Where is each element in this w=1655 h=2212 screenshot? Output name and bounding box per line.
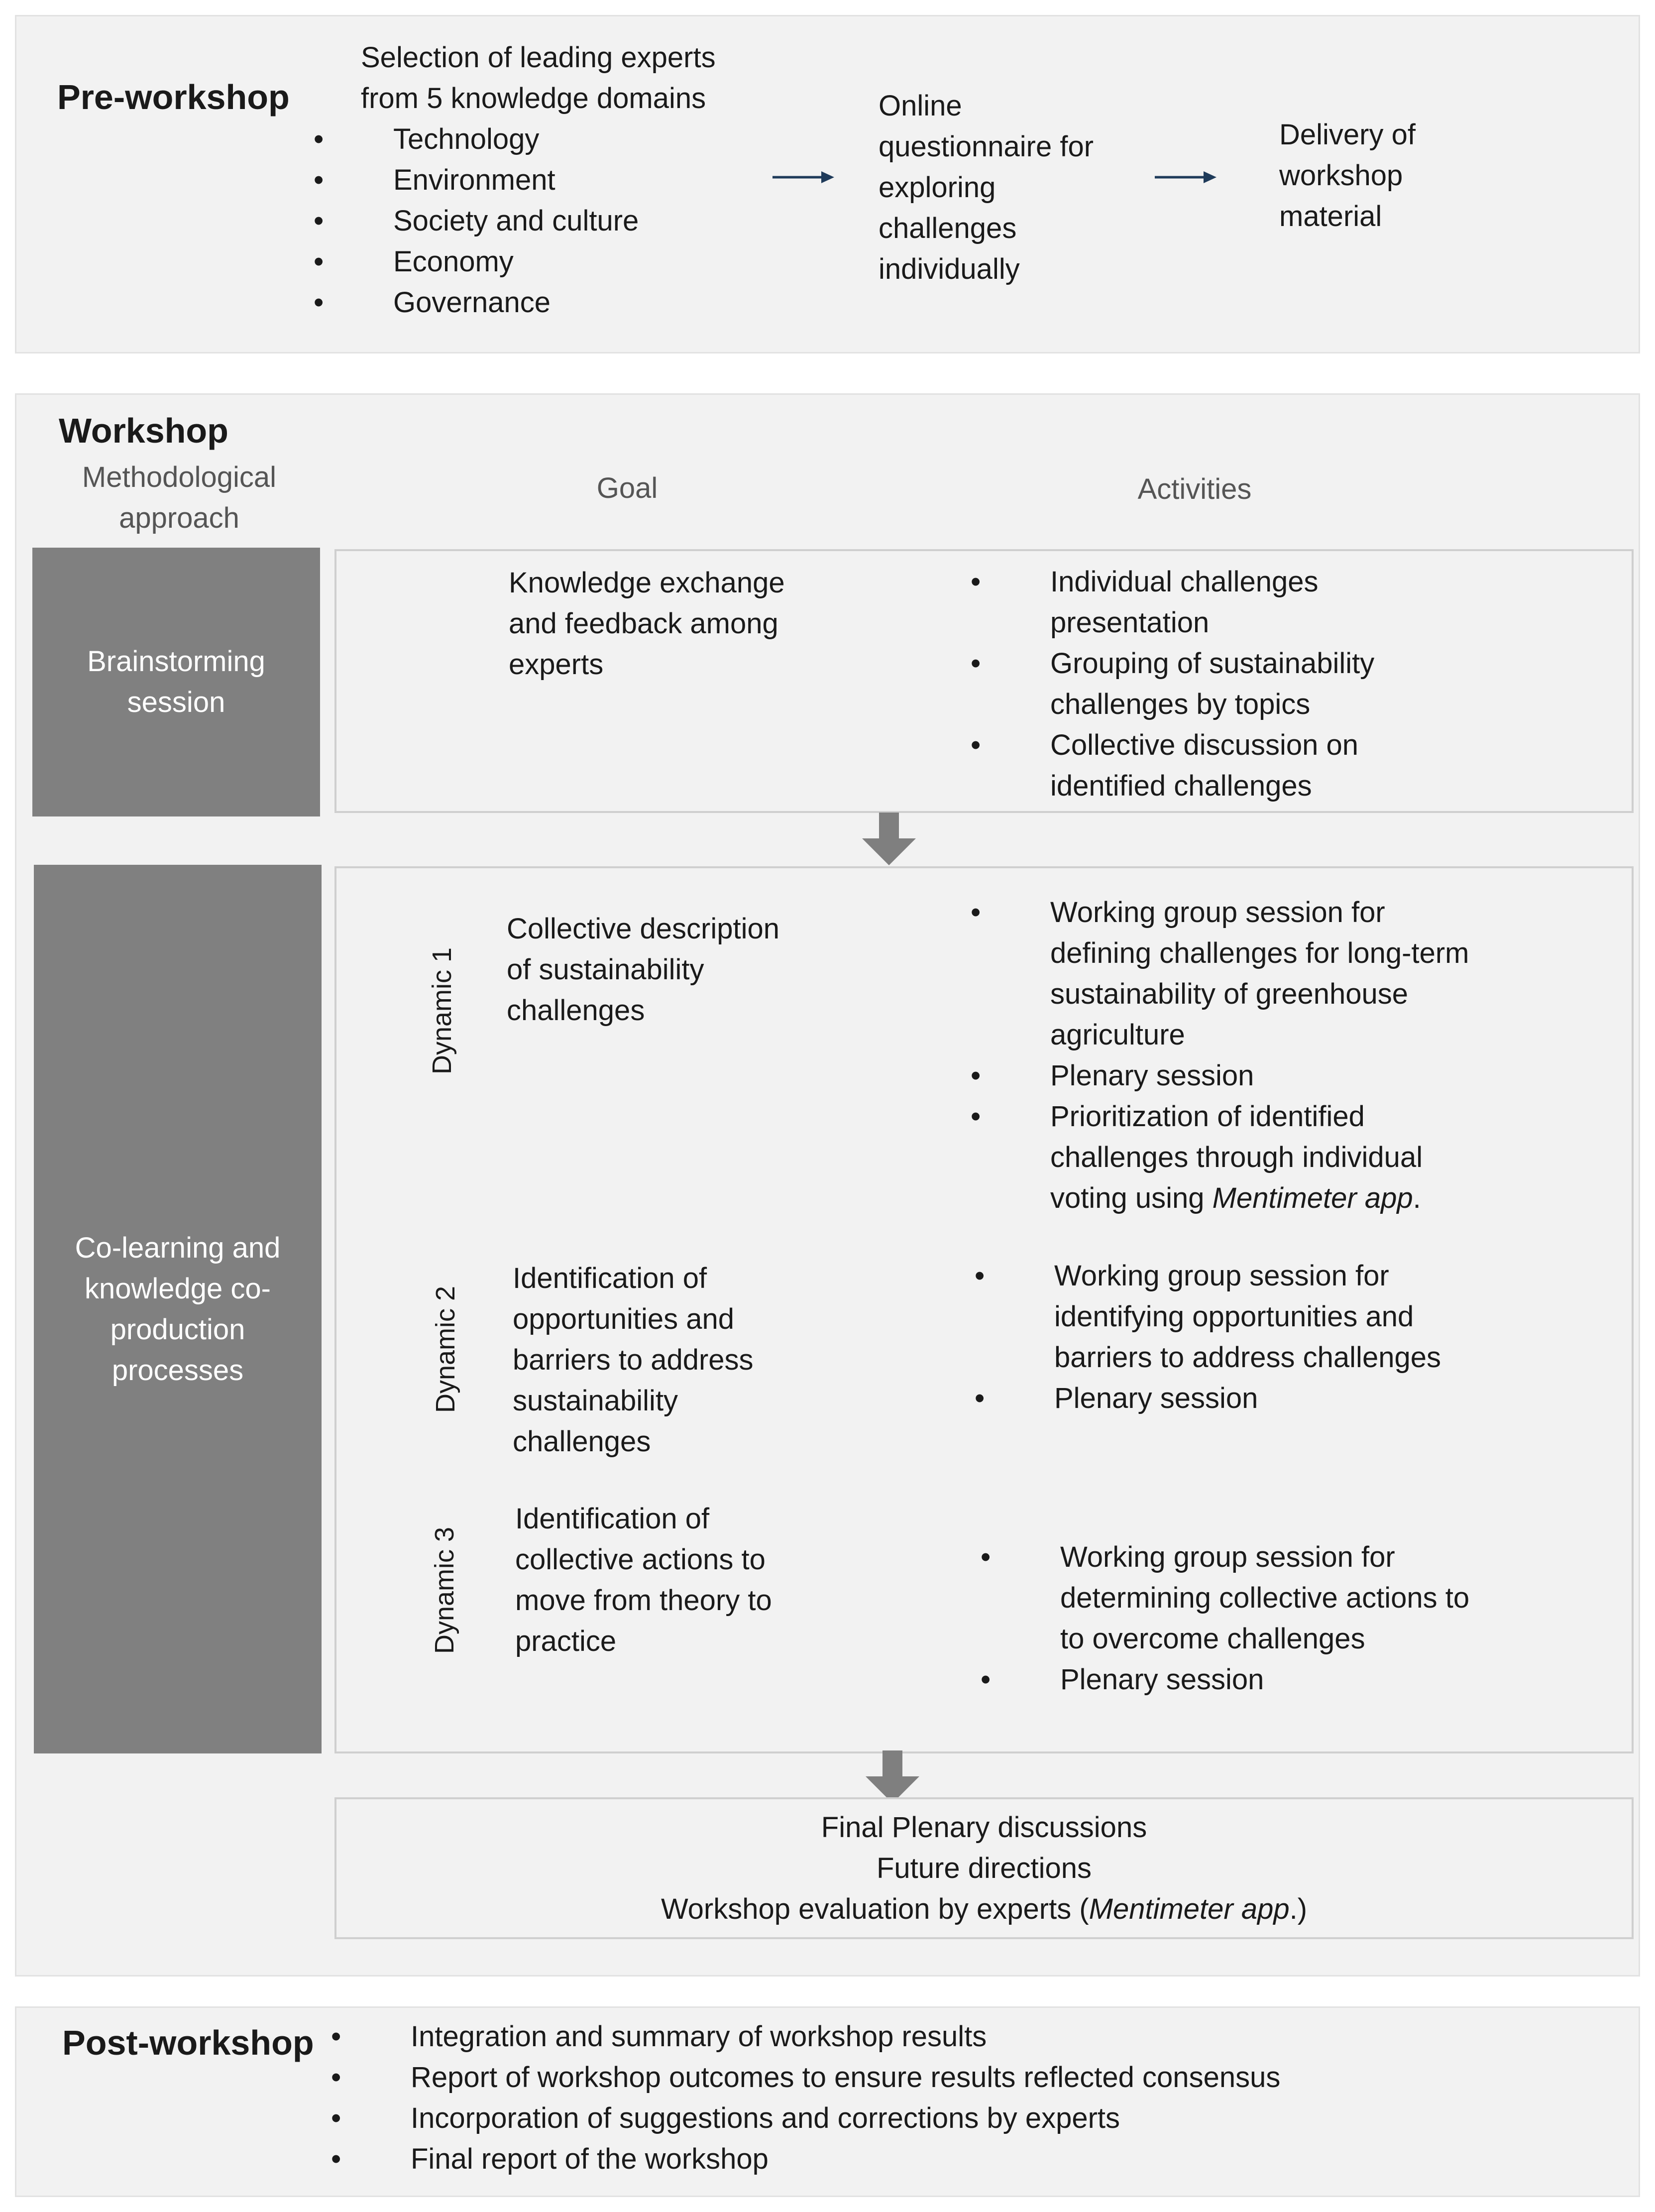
pre-workshop-title: Pre-workshop [57,78,290,116]
list-item: • Plenary session [981,1663,1264,1696]
dynamic-2-activities [975,1256,1441,1419]
dynamic-1-label: Dynamic 1 [427,947,457,1074]
dynamic-3-goal: Identification of collective actions to move from theory to practice [515,1503,772,1657]
list-item: • Grouping of sustainability challenges by topics [971,647,1375,720]
brainstorming-session-box: Brainstorming session [32,548,320,816]
dynamic-1-activities [971,892,1469,1219]
selection-intro: Selection of leading experts from 5 knowledge domains [361,41,716,115]
final-plenary-text: Final Plenary discussions Future directions Workshop evaluation by experts (Mentimeter app.) [661,1811,1308,1925]
dynamic-3-label: Dynamic 3 [430,1526,459,1654]
post-workshop-list [331,2016,1281,2180]
arrow-down-icon [860,813,918,867]
workshop-title: Workshop [59,411,228,450]
list-item: • Plenary session [975,1382,1258,1414]
brainstorming-goal: Knowledge exchange and feedback among experts [509,567,785,681]
brainstorming-activities [971,562,1375,807]
list-item: • Integration and summary of workshop results [331,2020,987,2053]
arrow-right-icon [772,167,836,187]
list-item: • Society and culture [314,205,639,237]
list-item: • Final report of the workshop [331,2143,769,2175]
knowledge-domains-list [314,119,639,323]
questionnaire-step: Online questionnaire for exploring challenges individually [879,90,1094,285]
column-header-goal: Goal [596,472,658,504]
arrow-right-icon [1154,167,1218,187]
list-item: • Working group session for defining challenges for long-term sustainability of greenhouse agriculture [971,896,1469,1051]
post-workshop-title: Post-workshop [62,2023,314,2062]
list-item: • Individual challenges presentation [971,566,1319,639]
list-item: • Incorporation of suggestions and corrections by experts [331,2102,1120,2134]
list-item: • Environment [314,164,555,196]
list-item: • Technology [314,123,540,155]
delivery-step: Delivery of workshop material [1279,118,1416,233]
dynamic-3-activities [981,1537,1470,1700]
column-header-method: Methodological approach [82,461,277,534]
dynamic-1-goal: Collective description of sustainability challenges [507,913,780,1027]
dynamic-2-goal: Identification of opportunities and barriers to address sustainability challenges [513,1262,754,1458]
list-item: • Prioritization of identified challenges through individual voting using Mentimeter app. [971,1100,1423,1214]
dynamic-2-label: Dynamic 2 [431,1285,460,1413]
list-item: • Working group session for determining collective actions to to overcome challenges [981,1541,1470,1655]
co-learning-box: Co-learning and knowledge co- production processes [34,865,322,1753]
column-header-activities: Activities [1137,473,1252,505]
list-item: • Report of workshop outcomes to ensure results reflected consensus [331,2061,1281,2094]
list-item: • Collective discussion on identified challenges [971,729,1358,802]
list-item: • Working group session for identifying opportunities and barriers to address challenges [975,1260,1441,1374]
list-item: • Governance [314,286,551,319]
list-item: • Economy [314,245,514,278]
list-item: • Plenary session [971,1059,1254,1092]
